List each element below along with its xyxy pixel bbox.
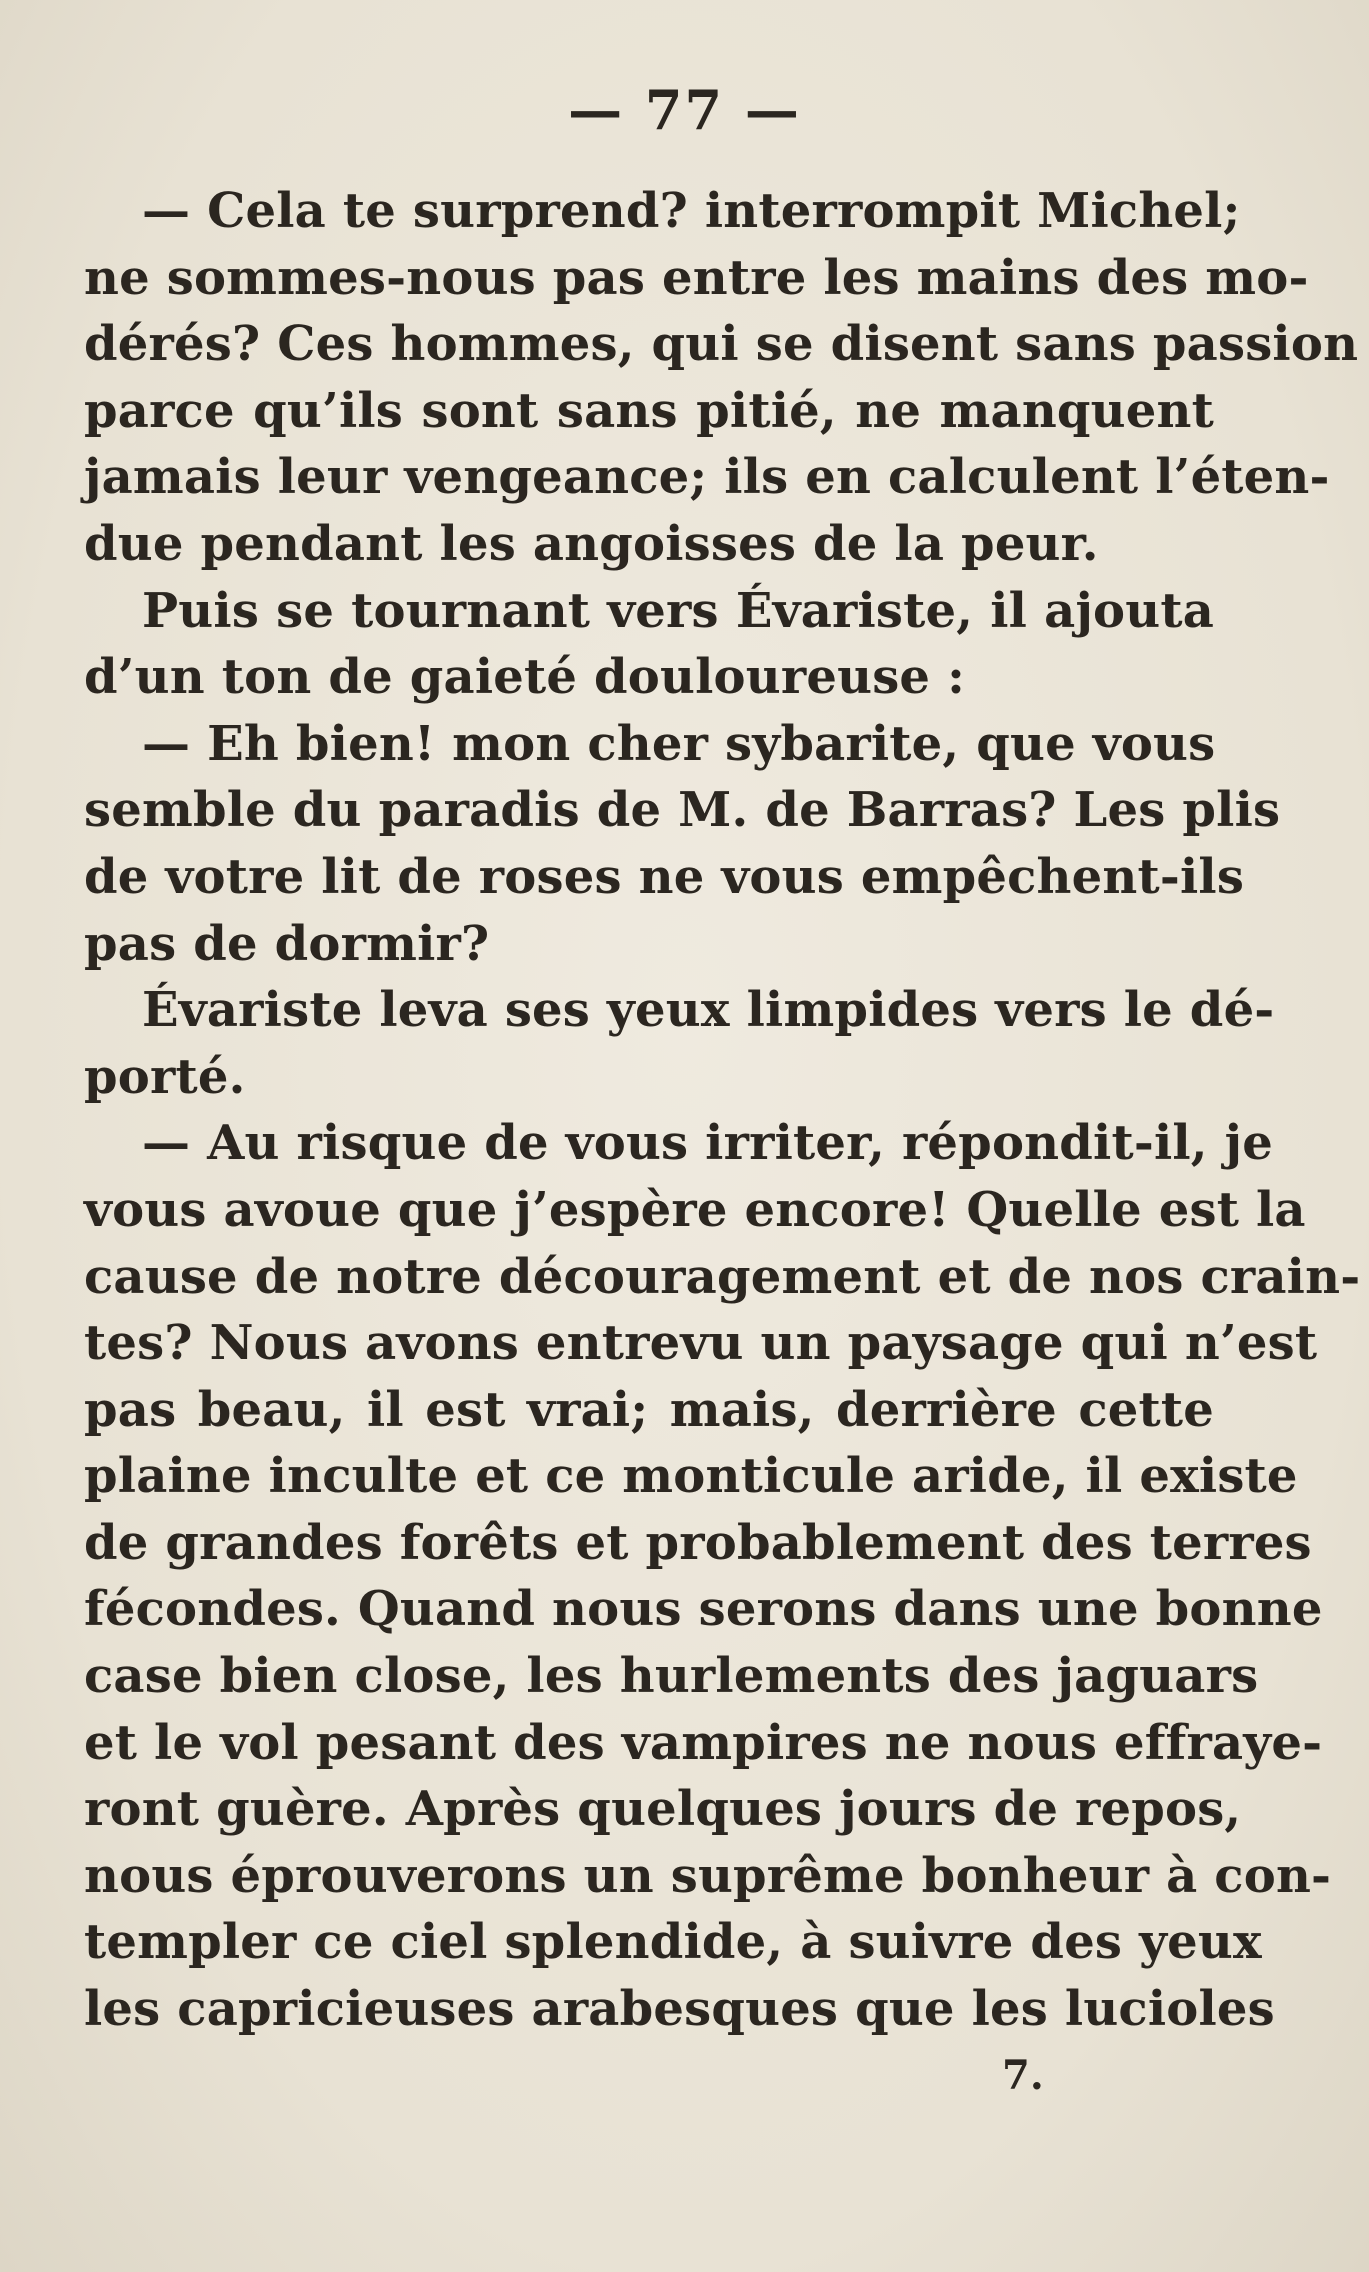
body-text — [84, 178, 1361, 2043]
text-line: fécondes. Quand nous serons dans une bonne — [84, 1581, 1323, 1638]
signature-mark: 7. — [1002, 2052, 1044, 2099]
text-line: dérés? Ces hommes, qui se disent sans passion — [84, 316, 1359, 373]
text-line: Évariste leva ses yeux limpides vers le dé- — [142, 982, 1275, 1039]
page-number-header: — 77 — — [568, 78, 801, 142]
text-line: — Eh bien! mon cher sybarite, que vous — [142, 715, 1216, 772]
text-line: ront guère. Après quelques jours de repos, — [84, 1781, 1242, 1838]
text-line: — Cela te surprend? interrompit Michel; — [142, 183, 1241, 239]
text-line: — Au risque de vous irriter, répondit-il, je — [142, 1115, 1273, 1172]
text-line: porté. — [84, 1048, 246, 1105]
text-line: nous éprouverons un suprême bonheur à con- — [84, 1847, 1332, 1904]
text-line: les capricieuses arabesques que les lucioles — [84, 1981, 1275, 2038]
text-line: semble du paradis de M. de Barras? Les plis — [84, 782, 1281, 839]
text-line: parce qu’ils sont sans pitié, ne manquent — [84, 382, 1214, 439]
text-line: pas de dormir? — [84, 915, 490, 972]
text-line: Puis se tournant vers Évariste, il ajouta — [142, 582, 1214, 639]
text-line: tes? Nous avons entrevu un paysage qui n’est — [84, 1315, 1318, 1372]
text-line: ne sommes-nous pas entre les mains des mo- — [84, 249, 1309, 306]
text-line: jamais leur vengeance; ils en calculent l’éten- — [84, 449, 1330, 506]
text-line: due pendant les angoisses de la peur. — [84, 515, 1099, 572]
text-line: plaine inculte et ce monticule aride, il existe — [84, 1448, 1298, 1505]
text-line: case bien close, les hurlements des jaguars — [84, 1648, 1259, 1705]
text-line: d’un ton de gaieté douloureuse : — [84, 649, 965, 706]
text-line: de votre lit de roses ne vous empêchent-ils — [84, 848, 1245, 905]
text-line: vous avoue que j’espère encore! Quelle est la — [84, 1181, 1306, 1238]
text-line: templer ce ciel splendide, à suivre des yeux — [84, 1914, 1262, 1971]
text-line: pas beau, il est vrai; mais, derrière cette — [84, 1381, 1214, 1438]
text-line: de grandes forêts et probablement des terres — [84, 1514, 1312, 1571]
text-line: et le vol pesant des vampires ne nous effraye- — [84, 1714, 1323, 1771]
text-line: cause de notre découragement et de nos crain- — [84, 1248, 1361, 1305]
